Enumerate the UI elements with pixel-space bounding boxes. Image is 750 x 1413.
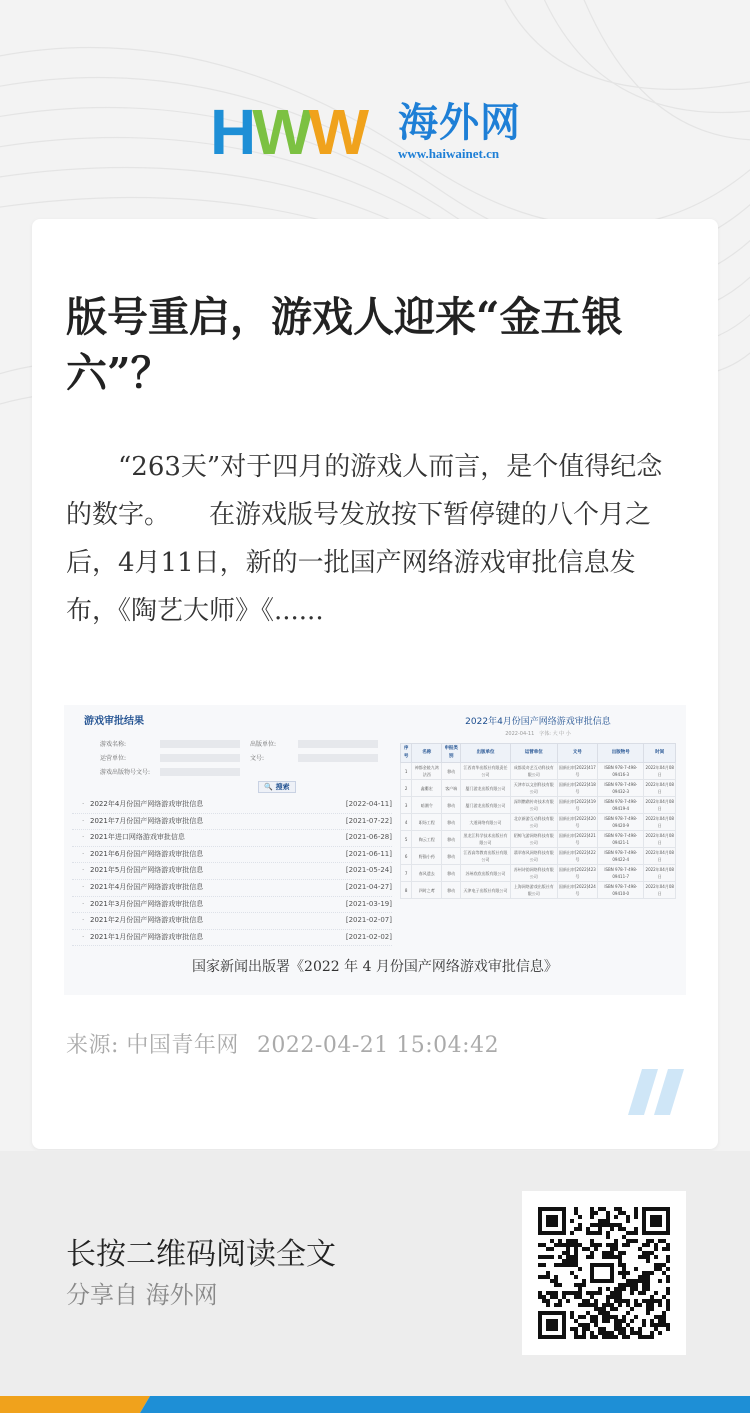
list-item: · 2021年7月份国产网络游戏审批信息 [2021-07-22] [72, 814, 392, 831]
table-header-cell: 序号 [401, 744, 412, 763]
table-header-cell: 运营单位 [510, 744, 557, 763]
logo-url: www.haiwainet.cn [398, 146, 500, 161]
table-cell: 5 [401, 831, 412, 848]
table-cell: 4 [401, 814, 412, 831]
table-header-cell: 文号 [557, 744, 597, 763]
table-row [401, 865, 676, 882]
list-item: · 2021年4月份国产网络游戏审批信息 [2021-04-27] [72, 880, 392, 897]
figure-approval-table [400, 715, 676, 899]
table-cell: 国新出审[2022]424号 [557, 882, 597, 899]
table-cell: ISBN 978-7-498-09421-1 [598, 831, 644, 848]
table-cell: 国新出审[2022]419号 [557, 797, 597, 814]
table-cell: 天津电子出版社有限公司 [461, 882, 511, 899]
table-cell: ISBN 978-7-498-09416-3 [598, 763, 644, 780]
table-row [401, 882, 676, 899]
table-cell: ISBN 978-7-498-09411-7 [598, 865, 644, 882]
table-cell: 2022年04月08日 [644, 848, 676, 865]
table-cell: ISBN 978-7-498-09420-9 [598, 814, 644, 831]
table-cell: 成都爱奇艺互动科技有限公司 [510, 763, 557, 780]
table-cell: 春风遗去 [412, 865, 442, 882]
table-cell: 移动 [442, 865, 461, 882]
table-cell: 客户端 [442, 780, 461, 797]
figure-search-button: 🔍 搜索 [258, 781, 296, 793]
table-cell: 野猫小药 [412, 848, 442, 865]
table-cell: 鑫衢宏 [412, 780, 442, 797]
table-cell: 2022年04月08日 [644, 882, 676, 899]
figure-right-heading: 2022年4月份国产网络游戏审批信息 [465, 717, 611, 727]
table-cell: 暗潮令 [412, 797, 442, 814]
logo-name-cn: 海外网 [398, 100, 521, 146]
share-from: 分享自 海外网 [66, 1281, 218, 1309]
table-cell: 2022年04月08日 [644, 780, 676, 797]
table-header-cell: 出版物号 [598, 744, 644, 763]
table-header-cell: 出版单位 [461, 744, 511, 763]
table-header-cell: 名称 [412, 744, 442, 763]
qr-code[interactable] [522, 1191, 686, 1355]
table-cell: 2022年04月08日 [644, 797, 676, 814]
logo-letter-h: H [210, 96, 253, 168]
table-cell: 6 [401, 848, 412, 865]
table-cell: 职场工程 [412, 814, 442, 831]
table-cell: 北京新游互动科技有限公司 [510, 814, 557, 831]
figure-search-form [72, 729, 392, 795]
table-cell: ISBN 978-7-498-09422-4 [598, 848, 644, 865]
table-cell: 1 [401, 763, 412, 780]
table-cell: 陶云工程 [412, 831, 442, 848]
table-cell: 2022年04月08日 [644, 865, 676, 882]
table-row [401, 814, 676, 831]
table-cell: 厦门游龙出版有限公司 [461, 780, 511, 797]
article-source [66, 1031, 499, 1061]
logo-letter-w2: W [308, 96, 366, 168]
figure-approval-list [72, 715, 392, 946]
approval-table [400, 743, 676, 899]
table-cell: 深圳鹦鹉传奇技术有限公司 [510, 797, 557, 814]
table-cell: 苏州诗韵网络科技有限公司 [510, 865, 557, 882]
table-cell: 厦门游龙出版有限公司 [461, 797, 511, 814]
form-label: 出版单位: [250, 741, 277, 748]
logo-hww-mark [210, 96, 366, 168]
table-row [401, 780, 676, 797]
table-cell: 苏州欣欣出版有限公司 [461, 865, 511, 882]
list-item: · 2021年1月份国产网络游戏审批信息 [2021-02-02] [72, 930, 392, 947]
figure-list [72, 797, 392, 946]
list-item: · 2022年4月份国产网络游戏审批信息 [2022-04-11] [72, 797, 392, 814]
table-cell: 国新出审[2022]420号 [557, 814, 597, 831]
read-full-prompt: 长按二维码阅读全文 [66, 1237, 336, 1272]
table-cell: 移动 [442, 831, 461, 848]
table-cell: 陌鲸飞游网络科技有限公司 [510, 831, 557, 848]
table-row [401, 831, 676, 848]
table-cell: 国新出审[2022]421号 [557, 831, 597, 848]
logo-letter-w1: W [252, 96, 309, 168]
list-item: · 2021年6月份国产网络游戏审批信息 [2021-06-11] [72, 847, 392, 864]
form-label: 游戏名称: [100, 741, 127, 748]
table-cell: 3 [401, 797, 412, 814]
table-cell: 2022年04月08日 [644, 814, 676, 831]
table-cell: 黑龙江科学技术出版社有限公司 [461, 831, 511, 848]
bottom-color-bar [0, 1396, 750, 1413]
source-outlet: 中国青年网 [126, 1033, 239, 1058]
list-item: · 2021年5月份国产网络游戏审批信息 [2021-05-24] [72, 863, 392, 880]
table-cell: 移动 [442, 763, 461, 780]
form-label: 文号: [250, 755, 265, 762]
table-cell: 7 [401, 865, 412, 882]
table-header-cell: 时间 [644, 744, 676, 763]
article-summary: “263天”对于四月的游戏人而言，是个值得纪念的数字。 在游戏版号发放按下暂停键的八个月之后，4月11日，新的一批国产网络游戏审批信息发布，《陶艺大师》《...... [66, 452, 663, 626]
table-row [401, 797, 676, 814]
article-figure [64, 705, 686, 995]
article-card[interactable] [32, 219, 718, 1149]
table-header-cell: 申报类别 [442, 744, 461, 763]
share-footer [0, 1151, 750, 1396]
table-cell: 神都金陵九鸿法西 [412, 763, 442, 780]
figure-left-heading: 游戏审批结果 [84, 716, 144, 727]
source-datetime: 2022-04-21 15:04:42 [256, 1033, 500, 1058]
table-cell: ISBN 978-7-498-09432-3 [598, 780, 644, 797]
table-cell: 国新出审[2022]417号 [557, 763, 597, 780]
table-cell: 8 [401, 882, 412, 899]
table-cell: 国新出审[2022]418号 [557, 780, 597, 797]
haiwainet-logo[interactable] [210, 96, 550, 168]
list-item: · 2021年3月份国产网络游戏审批信息 [2021-03-19] [72, 897, 392, 914]
source-label: 来源: [66, 1033, 119, 1058]
table-cell: 国新出审[2022]423号 [557, 865, 597, 882]
form-label: 游戏出版物号文号: [100, 769, 151, 776]
table-cell: ISBN 978-7-498-09419-4 [598, 797, 644, 814]
table-cell: 2022年04月08日 [644, 763, 676, 780]
table-cell: 翡翠春风网络科技有限公司 [510, 848, 557, 865]
table-cell: 江西育华出版社有限责任公司 [461, 763, 511, 780]
table-cell: 2022年04月08日 [644, 831, 676, 848]
decorative-slash-icon [628, 1069, 688, 1115]
table-row [401, 763, 676, 780]
table-cell: ISBN 978-7-498-09410-0 [598, 882, 644, 899]
table-row [401, 848, 676, 865]
table-cell: 移动 [442, 797, 461, 814]
table-cell: 江西高等教育出版社有限公司 [461, 848, 511, 865]
table-cell: 天津市以文创科技有限公司 [510, 780, 557, 797]
table-cell: 四时之鸢 [412, 882, 442, 899]
figure-right-subline: 2022-04-11 字体: 大 中 小 [505, 731, 571, 737]
list-item: · 2021年2月份国产网络游戏审批信息 [2021-02-07] [72, 913, 392, 930]
form-label: 运营单位: [100, 755, 127, 762]
table-cell: 上海网络游戏出版社有限公司 [510, 882, 557, 899]
table-cell: 大道网络有限公司 [461, 814, 511, 831]
table-cell: 移动 [442, 814, 461, 831]
table-cell: 移动 [442, 882, 461, 899]
list-item: · 2021年进口网络游戏审批信息 [2021-06-28] [72, 830, 392, 847]
table-cell: 移动 [442, 848, 461, 865]
qr-code-icon [538, 1207, 670, 1339]
figure-caption: 国家新闻出版署《2022 年 4 月份国产网络游戏审批信息》 [192, 959, 558, 975]
table-cell: 国新出审[2022]422号 [557, 848, 597, 865]
table-cell: 2 [401, 780, 412, 797]
article-title: 版号重启，游戏人迎来“金五银六”？ [66, 293, 623, 397]
